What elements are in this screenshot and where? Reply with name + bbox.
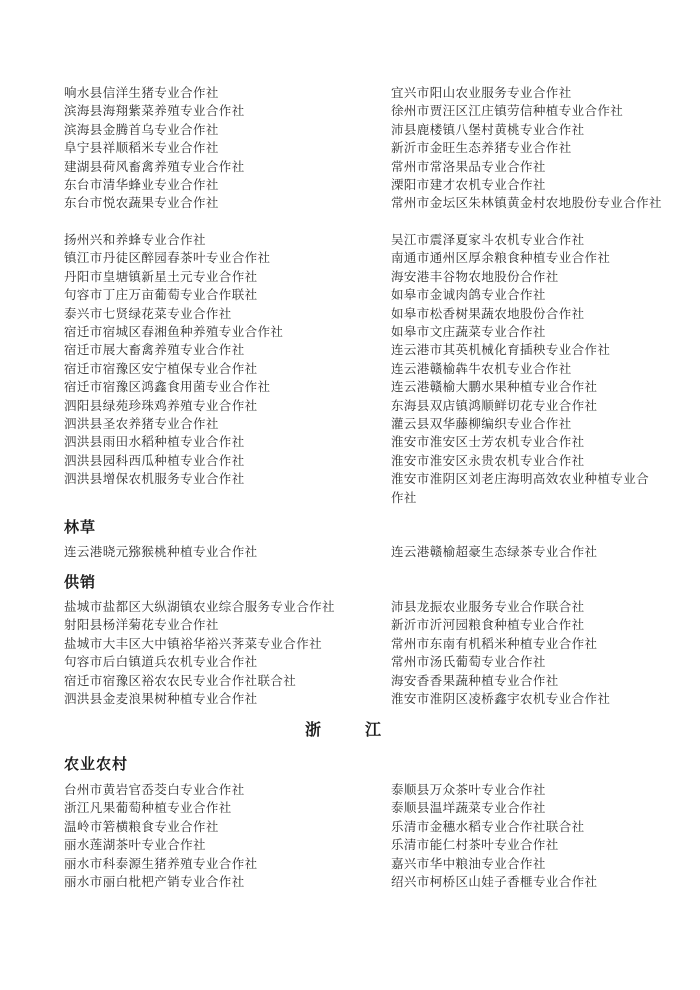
list-item: 连云港市其英机械化育插秧专业合作社 xyxy=(391,342,611,358)
list-item: 丹阳市皇塘镇新星土元专业合作社 xyxy=(64,268,258,284)
block1-left-list xyxy=(64,84,374,213)
list-item: 溧阳市建才农机专业合作社 xyxy=(391,177,546,193)
block2-right-list xyxy=(391,231,653,507)
agri-left-list xyxy=(64,781,374,891)
list-item: 泗洪县园科西瓜种植专业合作社 xyxy=(64,452,245,468)
list-item: 淮安市淮阴区凌桥鑫宇农机专业合作社 xyxy=(391,691,611,707)
list-item: 镇江市丹徒区醉园春茶叶专业合作社 xyxy=(64,250,271,266)
section-heading-agri: 农业农村 xyxy=(64,755,129,773)
list-item: 宿迁市宿豫区鸿鑫食用菌专业合作社 xyxy=(64,379,271,395)
province-title: 浙 江 xyxy=(304,720,395,739)
list-item: 如皋市松香树果蔬农地股份合作社 xyxy=(391,305,585,321)
list-item: 乐清市金穗水稻专业合作社联合社 xyxy=(391,818,585,834)
list-item: 滨海县金腾首乌专业合作社 xyxy=(64,121,219,137)
list-item: 吴江市震泽夏家斗农机专业合作社 xyxy=(391,232,585,247)
list-item: 泗洪县圣农养猪专业合作社 xyxy=(64,416,219,432)
block2-left-list xyxy=(64,231,374,489)
section-heading-supply: 供销 xyxy=(64,573,97,591)
list-item: 如皋市文庄蔬菜专业合作社 xyxy=(391,324,546,340)
list-item: 连云港赣榆大鹏水果种植专业合作社 xyxy=(391,379,598,395)
supply-right-list xyxy=(391,598,653,708)
list-item: 宿迁市宿豫区裕农农民专业合作社联合社 xyxy=(64,672,297,688)
list-item: 常州市常洛果品专业合作社 xyxy=(391,158,546,174)
list-item: 连云港赣榆犇牛农机专业合作社 xyxy=(391,360,572,376)
list-item: 扬州兴和养蜂专业合作社 xyxy=(64,232,206,247)
list-item: 新沂市沂河园粮食种植专业合作社 xyxy=(391,617,585,633)
list-item: 泗洪县增保农机服务专业合作社 xyxy=(64,471,245,487)
list-item: 新沂市金旺生态养猪专业合作社 xyxy=(391,140,572,156)
list-item: 连云港赣榆超豪生态绿茶专业合作社 xyxy=(391,544,598,559)
forestry-left-list xyxy=(64,543,374,561)
list-item: 东台市清华蜂业专业合作社 xyxy=(64,177,219,193)
list-item: 海安港丰谷物农地股份合作社 xyxy=(391,268,559,284)
list-item: 泗洪县雨田水稻种植专业合作社 xyxy=(64,434,245,450)
list-item: 常州市东南有机稻米种植专业合作社 xyxy=(391,635,598,651)
list-item: 南通市通州区厚余粮食种植专业合作社 xyxy=(391,250,611,266)
list-item: 泗洪县金麦浪果树种植专业合作社 xyxy=(64,691,258,707)
list-item: 乐清市能仁村茶叶专业合作社 xyxy=(391,837,559,853)
list-item: 台州市黄岩官岙茭白专业合作社 xyxy=(64,782,245,797)
list-item: 盐城市大丰区大中镇裕华裕兴荠菜专业合作社 xyxy=(64,635,323,651)
list-item: 盐城市盐都区大纵湖镇农业综合服务专业合作社 xyxy=(64,599,335,614)
list-item: 常州市汤氏葡萄专业合作社 xyxy=(391,654,546,670)
list-item: 句容市丁庄万亩葡萄专业合作联社 xyxy=(64,287,258,303)
list-item: 灌云县双华藤柳编织专业合作社 xyxy=(391,416,572,432)
list-item: 句容市后白镇道兵农机专业合作社 xyxy=(64,654,258,670)
list-item: 淮安市淮安区士芳农机专业合作社 xyxy=(391,434,585,450)
list-item: 淮安市淮安区永贵农机专业合作社 xyxy=(391,452,585,468)
forestry-right-list xyxy=(391,543,653,561)
list-item: 常州市金坛区朱林镇黄金村农地股份专业合作社 xyxy=(391,195,662,211)
list-item: 徐州市贾汪区江庄镇劳信种植专业合作社 xyxy=(391,103,624,119)
list-item: 淮安市淮阴区刘老庄海明高效农业种植专业合作社 xyxy=(391,471,650,505)
list-item: 宿迁市宿城区春湘鱼种养殖专业合作社 xyxy=(64,324,284,340)
list-item: 泗阳县绿苑珍珠鸡养殖专业合作社 xyxy=(64,397,258,413)
list-item: 浙江凡果葡萄种植专业合作社 xyxy=(64,800,232,816)
list-item: 泰顺县万众茶叶专业合作社 xyxy=(391,782,546,797)
list-item: 阜宁县祥顺稻米专业合作社 xyxy=(64,140,219,156)
list-item: 宿迁市展大畜禽养殖专业合作社 xyxy=(64,342,245,358)
list-item: 泰兴市七贤绿花菜专业合作社 xyxy=(64,305,232,321)
list-item: 泰顺县温垟蔬菜专业合作社 xyxy=(391,800,546,816)
list-item: 如皋市金诚肉鸽专业合作社 xyxy=(391,287,546,303)
block1-right-list xyxy=(391,84,662,213)
list-item: 沛县鹿楼镇八堡村黄桃专业合作社 xyxy=(391,121,585,137)
list-item: 绍兴市柯桥区山娃子香榧专业合作社 xyxy=(391,874,598,890)
list-item: 响水县信洋生猪专业合作社 xyxy=(64,85,219,100)
supply-left-list xyxy=(64,598,374,708)
list-item: 东台市悦农蔬果专业合作社 xyxy=(64,195,219,211)
list-item: 沛县龙振农业服务专业合作联合社 xyxy=(391,599,585,614)
list-item: 宜兴市阳山农业服务专业合作社 xyxy=(391,85,572,100)
list-item: 海安香香果蔬种植专业合作社 xyxy=(391,672,559,688)
list-item: 东海县双店镇鸿顺鲜切花专业合作社 xyxy=(391,397,598,413)
list-item: 宿迁市宿豫区安宁植保专业合作社 xyxy=(64,360,258,376)
list-item: 嘉兴市华中粮油专业合作社 xyxy=(391,855,546,871)
list-item: 滨海县海翔紫菜养殖专业合作社 xyxy=(64,103,245,119)
list-item: 温岭市箬横粮食专业合作社 xyxy=(64,818,219,834)
section-heading-forestry: 林草 xyxy=(64,518,97,536)
list-item: 连云港晓元猕猴桃种植专业合作社 xyxy=(64,544,258,559)
list-item: 丽水市科泰源生猪养殖专业合作社 xyxy=(64,855,258,871)
agri-right-list xyxy=(391,781,653,891)
list-item: 射阳县杨洋菊花专业合作社 xyxy=(64,617,219,633)
list-item: 建湖县荷风畜禽养殖专业合作社 xyxy=(64,158,245,174)
list-item: 丽水市丽白枇杷产销专业合作社 xyxy=(64,874,245,890)
list-item: 丽水莲湖茶叶专业合作社 xyxy=(64,837,206,853)
